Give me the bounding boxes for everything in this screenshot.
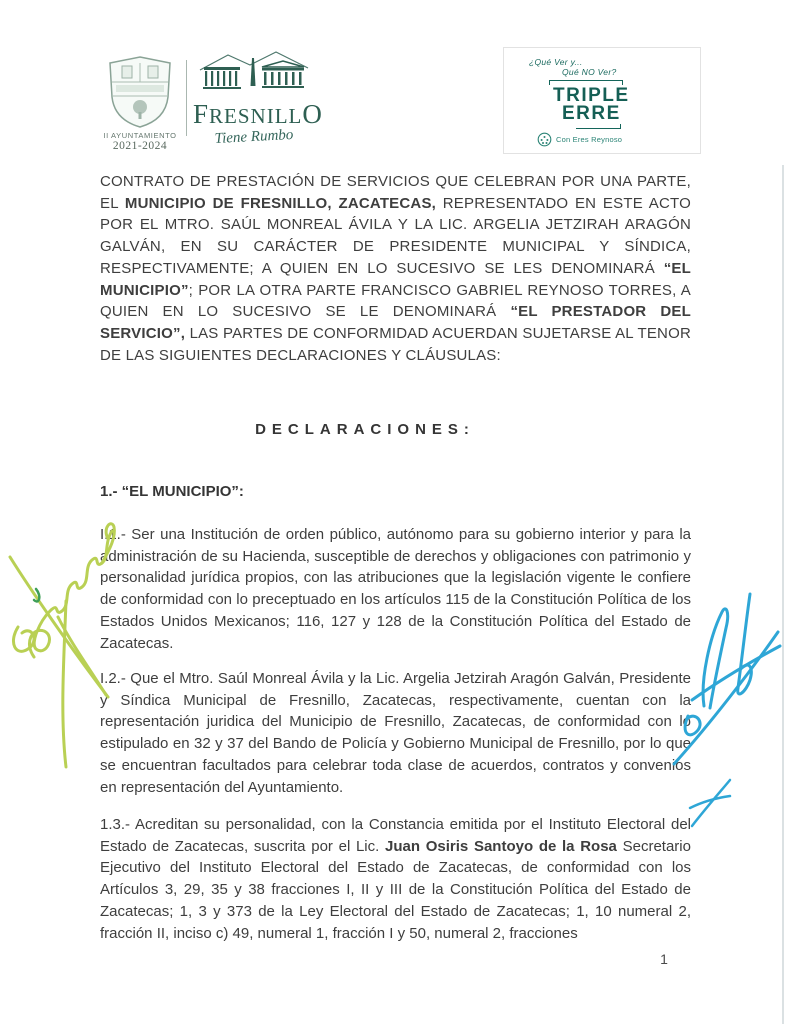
intro-segment: LAS PARTES DE CONFORMIDAD ACUERDAN SUJETARSE AL TENOR DE LAS SIGUIENTES DECLARACIONES Y CLÁUSULAS:	[100, 324, 691, 364]
intro-segment-bold-municipio: MUNICIPIO DE FRESNILLO, ZACATECAS,	[124, 194, 437, 212]
fresnillo-logo	[193, 50, 323, 148]
triple-erre-brand-line2: ERRE	[562, 103, 621, 124]
municipal-crest	[98, 55, 182, 152]
crest-period-label: 2021-2024	[112, 140, 168, 152]
shield-crest-icon	[108, 55, 172, 129]
intro-segment: ; POR LA OTRA PARTE FRANCISCO GABRIEL REYNOSO TORRES, A QUIEN EN LO SUCESIVO SE LE DENOMINARÁ	[100, 281, 691, 321]
section-1-heading: 1.- “EL MUNICIPIO”:	[100, 483, 244, 500]
triple-erre-brand-line1: TRIPLE	[553, 85, 630, 106]
clause-I1-paragraph: I.1.- Ser una Institución de orden público, autónomo para su gobierno interior y para la administración de su Hacienda, susceptible de derechos y obligaciones con patrimonio y personalidad jurídica propios, con las atribuciones que la legislación vigente le confiere de conformidad con lo preceptuado en los artículos 115 de la Constitución Política de los Estados Unidos Mexicanos; 116, 127 y 128 de la Constitución Política del Estado de Zacatecas.	[100, 526, 691, 652]
intro-segment: REPRESENTADO EN ESTE ACTO POR EL MTRO. SAÚL MONREAL ÁVILA Y LA LIC. ARGELIA JETZIRAH ARAGÓN GALVÁN, EN SU CARÁCTER DE PRESIDENTE MUNICIPAL Y SÍNDICA, RESPECTIVAMENTE; A QUIEN EN LO SUCESIVO SE LES DENOMINARÁ	[100, 194, 691, 277]
triple-erre-tagline-line2: Qué NO Ver?	[562, 67, 617, 77]
intro-segment: CONTRATO DE PRESTACIÓN DE SERVICIOS QUE CELEBRAN POR UNA PARTE, EL	[100, 173, 691, 212]
clause-1-3-bold-name: Juan Osiris Santoyo de la Rosa	[385, 837, 617, 855]
triple-erre-subtitle: Con Eres Reynoso	[556, 135, 623, 144]
clause-1-3-segment: Secretario Ejecutivo del Instituto Electoral del Estado de Zacatecas, de conformidad con los Artículos 3, 29, 35 y 38 fracciones I, II y III de la Constitución Política del Estado de Zacatecas; 1, 3 y 373 de la Ley Electoral del Estado de Zacatecas; 1, 10 numeral 2, fracción II, inciso c) 49, numeral 1, fracción I y 50, numeral 2, fracciones	[100, 837, 691, 942]
clause-1-3-paragraph	[100, 814, 691, 944]
page-number: 1	[660, 951, 668, 967]
intro-segment-bold-el-municipio: “EL MUNICIPIO”	[100, 259, 691, 299]
handwritten-check-mark-blue	[686, 776, 734, 832]
clause-1-3-segment: 1.3.- Acreditan su personalidad, con la Constancia emitida por el Instituto Electoral del Estado de Zacatecas, suscrita por el Lic.	[100, 816, 691, 855]
fresnillo-building-icon	[198, 50, 310, 94]
fresnillo-wordmark-initial: F	[193, 99, 210, 129]
bracket-bottom-decoration	[576, 124, 621, 129]
header-divider	[186, 60, 187, 136]
fresnillo-wordmark	[193, 99, 323, 129]
triple-erre-tagline-line1: ¿Qué Ver y...	[529, 57, 583, 67]
scan-edge-artifact	[782, 165, 784, 1024]
declaraciones-heading: DECLARACIONES:	[255, 421, 475, 438]
ball-icon	[537, 132, 552, 147]
fresnillo-wordmark-final: O	[302, 99, 323, 129]
contract-intro-paragraph	[100, 171, 691, 366]
triple-erre-logo	[503, 47, 701, 154]
fresnillo-tagline: Tiene Rumbo	[214, 126, 294, 148]
intro-segment-bold-prestador: “EL PRESTADOR DEL SERVICIO”,	[100, 303, 691, 342]
crest-ayuntamiento-label: II AYUNTAMIENTO	[103, 131, 177, 140]
fresnillo-wordmark-middle: RESNILL	[209, 104, 303, 128]
clause-I2-paragraph: I.2.- Que el Mtro. Saúl Monreal Ávila y la Lic. Argelia Jetzirah Aragón Galván, Presidente y Síndica Municipal de Fresnillo, Zacatecas, respectivamente, cuentan con la representación juridica del Municipio de Fresnillo, Zacatecas, de conformidad con lo estipulado en 32 y 37 del Bando de Policía y Gobierno Municipal de Fresnillo, por lo que se encuentran facultados para celebrar toda clase de acuerdos, contratos y convenios en representación del Ayuntamiento.	[100, 670, 691, 796]
